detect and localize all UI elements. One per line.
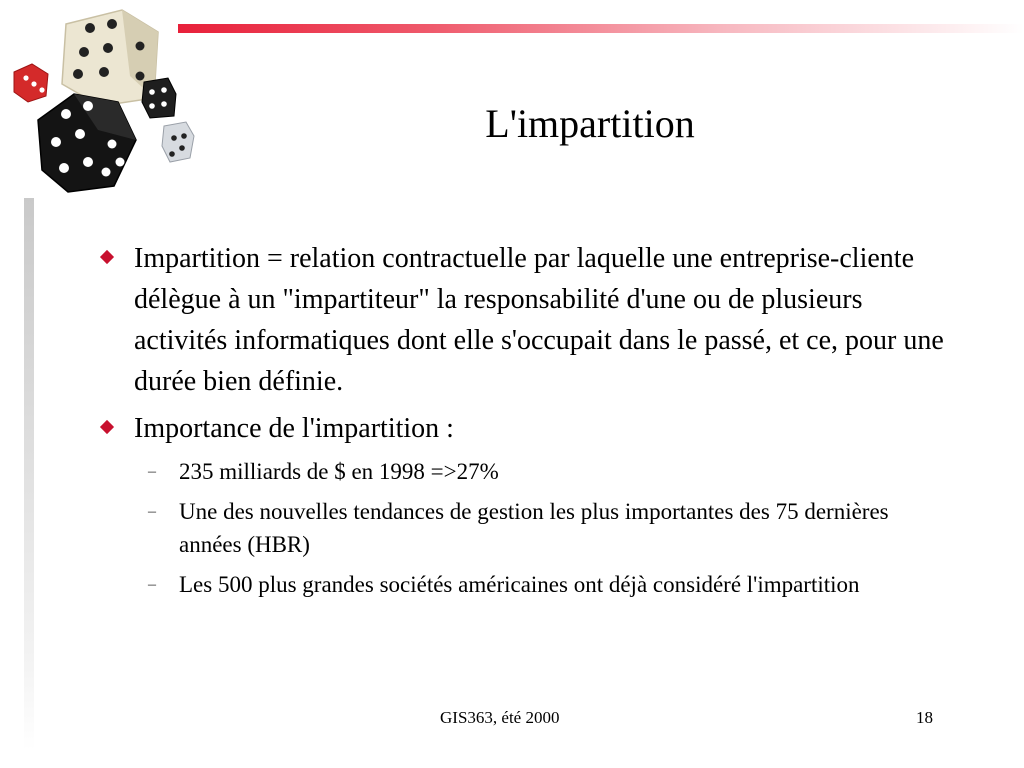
small-black-die-icon — [142, 78, 176, 118]
left-gray-rule — [24, 198, 34, 750]
sub-item-text: 235 milliards de $ en 1998 =>27% — [179, 459, 499, 484]
dice-illustration — [4, 2, 200, 198]
diamond-bullet-icon — [100, 420, 114, 434]
bullet-text: Impartition = relation contractuelle par laquelle une entreprise-cliente délègue à un "impartiteur" la responsabilité d'une ou de plusieurs activités informatiques dont elle s'occupait dans le passé, et ce, pour une durée bien définie. — [134, 243, 944, 397]
slide-title: L'impartition — [485, 101, 695, 146]
bullet-item — [96, 238, 956, 402]
red-die-icon — [14, 64, 48, 102]
small-white-die-icon — [162, 122, 194, 162]
dash-bullet-icon: – — [148, 463, 156, 480]
bullet-item — [96, 408, 956, 449]
sub-item-text: Une des nouvelles tendances de gestion les plus importantes des 75 dernières années (HBR) — [179, 499, 889, 557]
black-die-icon — [38, 94, 136, 192]
slide-body — [96, 238, 956, 608]
sub-list — [134, 455, 956, 601]
sub-item — [134, 568, 956, 601]
footer-course: GIS363, été 2000 — [440, 708, 560, 727]
sub-item — [134, 495, 956, 561]
sub-item — [134, 455, 956, 488]
top-red-rule — [178, 24, 1024, 33]
bullet-text: Importance de l'impartition : — [134, 413, 454, 444]
sub-item-text: Les 500 plus grandes sociétés américaines ont déjà considéré l'impartition — [179, 572, 860, 597]
page-number: 18 — [916, 708, 933, 727]
dash-bullet-icon: – — [148, 576, 156, 593]
dash-bullet-icon: – — [148, 503, 156, 520]
diamond-bullet-icon — [100, 250, 114, 264]
